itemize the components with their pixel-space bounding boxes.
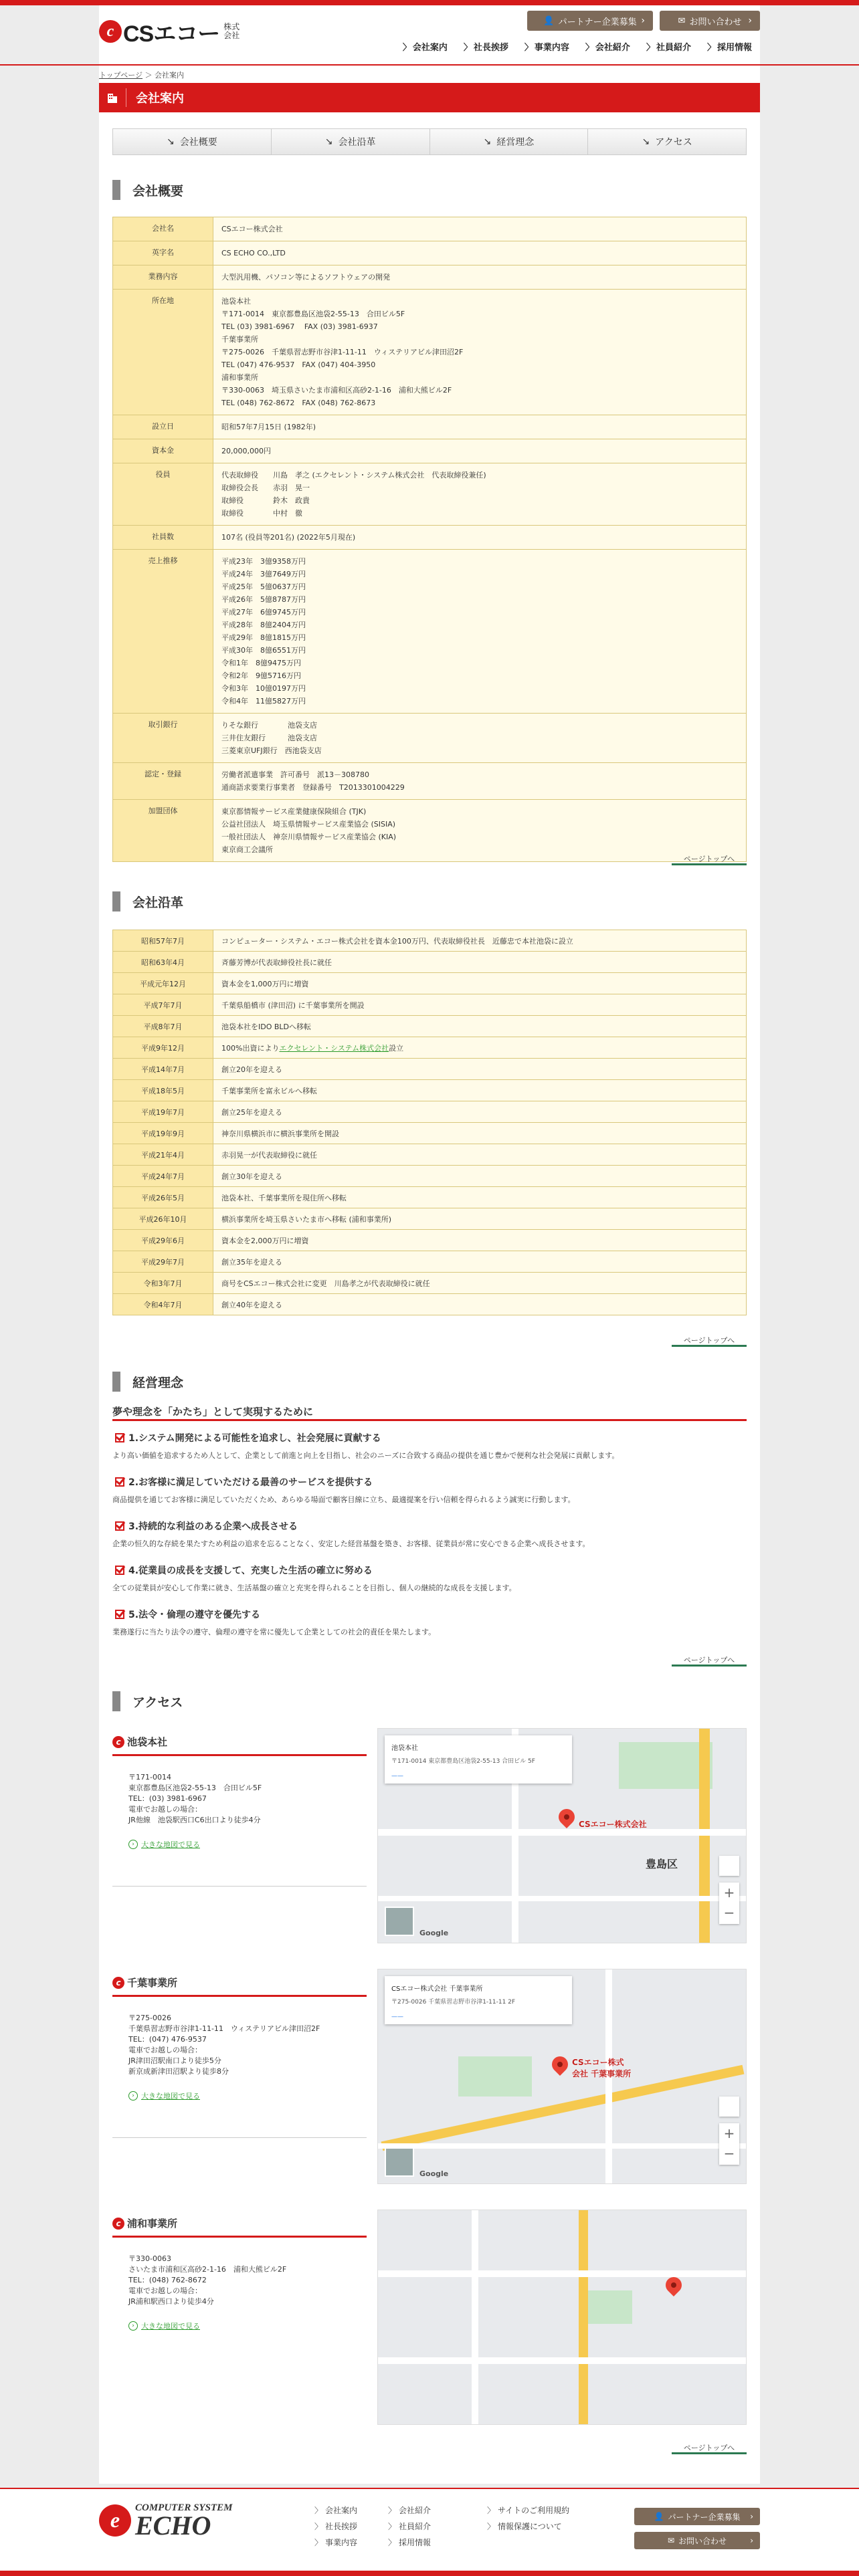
history-date: 平成9年12月 xyxy=(113,1037,213,1059)
breadcrumb-home[interactable]: トップページ xyxy=(99,71,143,80)
page-title: 会社案内 xyxy=(136,92,184,106)
history-text: 100%出資によりエクセレント・システム株式会社設立 xyxy=(213,1037,747,1059)
history-text: 斉藤芳博が代表取締役社長に就任 xyxy=(213,952,747,973)
history-row xyxy=(113,1273,747,1294)
philosophy-item-text: 全ての従業員が安心して作業に就き、生活基盤の確立と充実を得られることを目指し、個人の継続的な成長を支援します。 xyxy=(112,1584,516,1592)
access-heading: アクセス xyxy=(112,1689,747,1713)
history-date: 平成24年7月 xyxy=(113,1166,213,1187)
history-text: 創立20年を迎える xyxy=(213,1059,747,1080)
chevron-right-icon: 〉 xyxy=(314,2522,323,2531)
overview-value: CSエコー株式会社 xyxy=(213,217,747,241)
pegman-icon[interactable] xyxy=(719,1856,739,1876)
chevron-right-icon: 〉 xyxy=(706,43,716,53)
history-date: 平成29年6月 xyxy=(113,1230,213,1251)
big-map-link[interactable]: 大きな地図で見る xyxy=(141,2092,200,2101)
footer-link[interactable]: 〉 採用情報 xyxy=(388,2538,432,2547)
footer-nav-col3 xyxy=(487,2502,569,2535)
chevron-right-icon: 〉 xyxy=(463,43,472,53)
overview-row xyxy=(113,265,747,290)
logo-c-icon: c xyxy=(112,1977,124,1989)
overview-value: りそな銀行 池袋支店 三井住友銀行 池袋支店 三菱東京UFJ銀行 西池袋支店 xyxy=(213,714,747,763)
footer-link[interactable]: 〉 社員紹介 xyxy=(388,2522,432,2531)
history-table xyxy=(112,930,747,1315)
zoom-controls[interactable]: + − xyxy=(719,2123,739,2165)
partner-button[interactable]: 👤 パートナー企業募集 › xyxy=(527,11,653,31)
map-pin-icon[interactable] xyxy=(549,2053,571,2076)
philosophy-subheading: 夢や理念を「かたち」として実現するために xyxy=(112,1406,314,1418)
mail-icon: ✉ xyxy=(667,2536,675,2545)
map-ikebukuro[interactable]: 豊島区 池袋本社 〒171-0014 東京都豊島区池袋2-55-13 合田ビル 5F —— CSエコー株式会社 + − Google xyxy=(377,1728,747,1943)
logo-suffix: 株式会社 xyxy=(223,22,240,40)
history-date: 昭和57年7月 xyxy=(113,930,213,952)
logo-c-icon: c xyxy=(112,1736,124,1748)
history-row xyxy=(113,1294,747,1315)
checkbox-icon xyxy=(115,1477,124,1487)
overview-value: CS ECHO CO.,LTD xyxy=(213,241,747,265)
site-footer xyxy=(0,2489,859,2571)
history-row xyxy=(113,1101,747,1123)
philosophy-item-title: 3.持続的な利益のある企業へ成長させる xyxy=(115,1519,298,1533)
tab-3[interactable]: ↘ アクセス xyxy=(588,129,746,154)
chevron-right-icon: 〉 xyxy=(646,43,655,53)
history-text: 池袋本社をIDO BLDへ移転 xyxy=(213,1016,747,1037)
history-row xyxy=(113,1166,747,1187)
footer-partner-button[interactable]: 👤 パートナー企業募集 › xyxy=(634,2508,760,2525)
chevron-right-icon: › xyxy=(750,2512,753,2521)
history-date: 平成19年7月 xyxy=(113,1101,213,1123)
history-date: 令和3年7月 xyxy=(113,1273,213,1294)
philosophy-item-title: 5.法令・倫理の遵守を優先する xyxy=(115,1608,260,1621)
breadcrumb: トップページ ＞ 会社案内 xyxy=(99,71,185,80)
checkbox-icon xyxy=(115,1433,124,1442)
office-urawa: c 浦和事業所 〒330-0063 さいたま市浦和区高砂2-1-16 浦和大熊ビル2F TEL：(048) 762-8672 電車でお越しの場合： JR浦和駅西口より徒歩4分 › 大きな地図で見る xyxy=(112,2216,367,2331)
arrow-down-right-icon: ↘ xyxy=(642,136,650,147)
history-date: 平成8年7月 xyxy=(113,1016,213,1037)
subsidiary-link[interactable]: エクセレント・システム株式会社 xyxy=(279,1043,389,1053)
overview-label: 資本金 xyxy=(113,439,213,463)
history-text: コンピューター・システム・エコー株式会社を資本金100万円、代表取締役社長 近藤忠で本社池袋に設立 xyxy=(213,930,747,952)
tab-1[interactable]: ↘ 会社沿革 xyxy=(272,129,430,154)
overview-label: 加盟団体 xyxy=(113,800,213,862)
history-row xyxy=(113,1251,747,1273)
map-chiba[interactable]: CSエコー株式会社 千葉事業所 〒275-0026 千葉県習志野市谷津1-11-11 2F —— CSエコー株式 会社 千葉事業所 + − Google xyxy=(377,1969,747,2184)
overview-row xyxy=(113,800,747,862)
to-top-link[interactable]: ページトップへ xyxy=(672,1335,747,1347)
footer-link[interactable]: 〉 事業内容 xyxy=(314,2538,358,2547)
history-row xyxy=(113,1144,747,1166)
office-address: 〒275-0026 千葉県習志野市谷津1-11-11 ウィステリアビル津田沼2F TEL：(047) 476-9537 電車でお越しの場合： JR津田沼駅南口より徒歩5分 新京成新津田沼駅より徒歩8分 xyxy=(128,2014,320,2076)
history-text: 赤羽晃一が代表取締役に就任 xyxy=(213,1144,747,1166)
big-map-link[interactable]: 大きな地図で見る xyxy=(141,1840,200,1849)
history-row xyxy=(113,1080,747,1101)
philosophy-item-text: より高い価値を追求するため人として、企業として前進と向上を目指し、社会のニーズに合致する商品の提供を通じ豊かで便利な社会発展に貢献します。 xyxy=(112,1451,619,1460)
overview-label: 業務内容 xyxy=(113,265,213,290)
philosophy-item-title: 1.システム開発による可能性を追求し、社会発展に貢献する xyxy=(115,1431,381,1444)
history-text: 創立35年を迎える xyxy=(213,1251,747,1273)
checkbox-icon xyxy=(115,1566,124,1575)
overview-label: 役員 xyxy=(113,463,213,526)
office-address: 〒330-0063 さいたま市浦和区高砂2-1-16 浦和大熊ビル2F TEL：(048) 762-8672 電車でお越しの場合： JR浦和駅西口より徒歩4分 xyxy=(128,2254,287,2306)
history-row xyxy=(113,1016,747,1037)
overview-value: 労働者派遣事業 許可番号 派13－308780 通商語求要業行事業者 登録番号 T2013301004229 xyxy=(213,763,747,800)
breadcrumb-current: 会社案内 xyxy=(155,71,185,80)
history-row xyxy=(113,1187,747,1208)
overview-row xyxy=(113,463,747,526)
chevron-right-icon: 〉 xyxy=(487,2522,496,2531)
footer-nav-col2 xyxy=(388,2502,431,2551)
overview-value: 大型汎用機、パソコン等によるソフトウェアの開発 xyxy=(213,265,747,290)
person-icon: 👤 xyxy=(654,2512,664,2521)
tab-0[interactable]: ↘ 会社概要 xyxy=(113,129,272,154)
overview-value: 昭和57年7月15日 (1982年) xyxy=(213,415,747,439)
to-top-link[interactable]: ページトップへ xyxy=(672,2442,747,2454)
big-map-link[interactable]: 大きな地図で見る xyxy=(141,2322,200,2331)
history-row xyxy=(113,1123,747,1144)
map-thumbnail[interactable] xyxy=(385,2147,414,2177)
chevron-right-icon: 〉 xyxy=(314,2538,323,2547)
map-pin-icon[interactable] xyxy=(555,1806,578,1828)
history-date: 平成元年12月 xyxy=(113,973,213,994)
nav-item-5[interactable]: 〉 採用情報 xyxy=(706,43,752,53)
history-date: 平成14年7月 xyxy=(113,1059,213,1080)
to-top-link[interactable]: ページトップへ xyxy=(672,1654,747,1667)
chevron-right-icon: › xyxy=(750,2536,753,2545)
footer-link[interactable]: 〉 会社案内 xyxy=(314,2506,358,2515)
overview-heading: 会社概要 xyxy=(112,178,747,202)
history-date: 平成18年5月 xyxy=(113,1080,213,1101)
header-line xyxy=(0,64,859,66)
nav-item-2[interactable]: 〉 事業内容 xyxy=(524,43,569,53)
chevron-right-icon: 〉 xyxy=(524,43,533,53)
history-row xyxy=(113,994,747,1016)
footer-link[interactable]: 〉 社長挨拶 xyxy=(314,2522,358,2531)
chevron-right-icon: 〉 xyxy=(402,43,411,53)
person-icon: 👤 xyxy=(543,15,555,26)
overview-label: 売上推移 xyxy=(113,550,213,714)
arrow-down-right-icon: ↘ xyxy=(167,136,175,147)
overview-row xyxy=(113,241,747,265)
overview-label: 取引銀行 xyxy=(113,714,213,763)
nav-item-4[interactable]: 〉 社員紹介 xyxy=(646,43,691,53)
top-accent-line xyxy=(0,0,859,5)
overview-value: 平成23年 3億9358万円 平成24年 3億7649万円 平成25年 5億0637万円 平成26年 5億8787万円 平成27年 6億9745万円 平成28年 8億2404万円 平成29年 8億1815万円 平成30年 8億6551万円 令和1年 8億9475万円 令和2年 9億5716万円 令和3年 10億0197万円 令和4年 11億5827万円 xyxy=(213,550,747,714)
page-title-bar xyxy=(99,83,760,112)
footer-link[interactable]: 〉 サイトのご利用規約 xyxy=(487,2506,570,2515)
history-text: 資本金を1,000万円に増資 xyxy=(213,973,747,994)
history-text: 創立25年を迎える xyxy=(213,1101,747,1123)
philosophy-item-title: 2.お客様に満足していただける最善のサービスを提供する xyxy=(115,1475,373,1489)
philosophy-item-title: 4.従業員の成長を支援して、充実した生活の確立に努める xyxy=(115,1564,373,1577)
map-urawa[interactable] xyxy=(377,2210,747,2425)
history-text: 池袋本社、千葉事業所を現住所へ移転 xyxy=(213,1187,747,1208)
tab-2[interactable]: ↘ 経営理念 xyxy=(430,129,589,154)
overview-row xyxy=(113,526,747,550)
contact-button[interactable]: ✉ お問い合わせ › xyxy=(660,11,760,31)
history-date: 令和4年7月 xyxy=(113,1294,213,1315)
chevron-right-icon: › xyxy=(748,15,752,26)
history-date: 平成26年10月 xyxy=(113,1208,213,1230)
checkbox-icon xyxy=(115,1521,124,1531)
overview-value: 池袋本社 〒171-0014 東京都豊島区池袋2-55-13 合田ビル5F TEL (03) 3981-6967 FAX (03) 3981-6937 千葉事業所 〒275-0026 千葉県習志野市谷津1-11-11 ウィステリアビル津田沼2F TEL (047) 476-9537 FAX (047) 404-3950 浦和事業所 〒330-0063 埼玉県さいたま市浦和区高砂2-1-16 浦和大熊ビル2F TEL (048) 762-8672 FAX (048) 762-8673 xyxy=(213,290,747,415)
chevron-right-icon: › xyxy=(641,15,645,26)
nav-item-0[interactable]: 〉 会社案内 xyxy=(402,43,448,53)
overview-value: 107名 (役員等201名) (2022年5月現在) xyxy=(213,526,747,550)
overview-row xyxy=(113,763,747,800)
global-nav xyxy=(395,40,760,56)
overview-row xyxy=(113,550,747,714)
history-text: 商号をCSエコー株式会社に変更 川島孝之が代表取締役に就任 xyxy=(213,1273,747,1294)
history-row xyxy=(113,1230,747,1251)
footer-link[interactable]: 〉 情報保護について xyxy=(487,2522,562,2531)
history-row xyxy=(113,930,747,952)
logo-brand: CSエコー xyxy=(123,21,220,47)
history-row xyxy=(113,1037,747,1059)
arrow-right-icon: › xyxy=(128,2321,138,2331)
footer-logo[interactable]: e COMPUTER SYSTEM ECHO xyxy=(99,2502,232,2538)
history-text: 創立40年を迎える xyxy=(213,1294,747,1315)
overview-label: 所在地 xyxy=(113,290,213,415)
to-top-link[interactable]: ページトップへ xyxy=(672,853,747,865)
history-date: 平成7年7月 xyxy=(113,994,213,1016)
arrow-right-icon: › xyxy=(128,1840,138,1849)
overview-label: 会社名 xyxy=(113,217,213,241)
philosophy-item-text: 企業の恒久的な存続を果たすため利益の追求を忘ることなく、安定した経営基盤を築き、お客様、従業員が常に安心できる企業へ成長させます。 xyxy=(112,1539,590,1548)
history-date: 平成19年9月 xyxy=(113,1123,213,1144)
overview-label: 認定・登録 xyxy=(113,763,213,800)
overview-value: 代表取締役 川島 孝之 (エクセレント・システム株式会社 代表取締役兼任) 取締役会長 赤羽 晃一 取締役 鈴木 政貴 取締役 中村 徹 xyxy=(213,463,747,526)
overview-value: 東京都情報サービス産業健康保険組合 (TJK) 公益社団法人 埼玉県情報サービス産業協会 (SISIA) 一般社団法人 神奈川県情報サービス産業協会 (KIA) 東京商工会議所 xyxy=(213,800,747,862)
site-logo[interactable] xyxy=(99,16,244,47)
footer-link[interactable]: 〉 会社紹介 xyxy=(388,2506,432,2515)
history-date: 平成21年4月 xyxy=(113,1144,213,1166)
nav-item-3[interactable]: 〉 会社紹介 xyxy=(585,43,630,53)
checkbox-icon xyxy=(115,1610,124,1619)
overview-row xyxy=(113,290,747,415)
history-date: 平成26年5月 xyxy=(113,1187,213,1208)
map-info-box: CSエコー株式会社 千葉事業所 〒275-0026 千葉県習志野市谷津1-11-11 2F —— xyxy=(385,1976,572,2024)
philosophy-heading: 経営理念 xyxy=(112,1370,747,1394)
history-date: 昭和63年4月 xyxy=(113,952,213,973)
history-date: 平成29年7月 xyxy=(113,1251,213,1273)
history-row xyxy=(113,1059,747,1080)
overview-row xyxy=(113,217,747,241)
history-row xyxy=(113,952,747,973)
overview-label: 社員数 xyxy=(113,526,213,550)
map-info-box: 池袋本社 〒171-0014 東京都豊島区池袋2-55-13 合田ビル 5F —— xyxy=(385,1735,572,1784)
office-chiba: c 千葉事業所 〒275-0026 千葉県習志野市谷津1-11-11 ウィステリアビル津田沼2F TEL：(047) 476-9537 電車でお越しの場合： JR津田沼駅南口より徒歩5分 新京成新津田沼駅より徒歩8分 › 大きな地図で見る xyxy=(112,1975,367,2138)
philosophy-item-text: 商品提供を通じてお客様に満足していただくため、あらゆる場面で顧客目線に立ち、最適提案を行い信頼を得られるよう誠実に行動します。 xyxy=(112,1495,575,1504)
main-container xyxy=(99,5,760,2484)
bottom-accent-line xyxy=(0,2571,859,2576)
overview-row xyxy=(113,714,747,763)
chevron-right-icon: 〉 xyxy=(585,43,594,53)
history-row xyxy=(113,1208,747,1230)
pegman-icon[interactable] xyxy=(719,2097,739,2117)
overview-label: 英字名 xyxy=(113,241,213,265)
philosophy-item-text: 業務遂行に当たり法令の遵守、倫理の遵守を常に優先して企業としての社会的責任を果たします。 xyxy=(112,1628,436,1636)
history-text: 創立30年を迎える xyxy=(213,1166,747,1187)
overview-row xyxy=(113,439,747,463)
section-tabs xyxy=(112,128,747,155)
history-heading: 会社沿革 xyxy=(112,889,747,914)
chevron-right-icon: 〉 xyxy=(487,2506,496,2515)
overview-row xyxy=(113,415,747,439)
arrow-down-right-icon: ↘ xyxy=(483,136,492,147)
map-pin-icon[interactable] xyxy=(662,2274,685,2296)
logo-e-mark: e xyxy=(99,2504,131,2537)
overview-label: 設立日 xyxy=(113,415,213,439)
history-text: 千葉県船橋市 (津田沼) に千葉事業所を開設 xyxy=(213,994,747,1016)
logo-c-mark: c xyxy=(99,20,122,43)
office-address: 〒171-0014 東京都豊島区池袋2-55-13 合田ビル5F TEL：(03) 3981-6967 電車でお越しの場合： JR他線 池袋駅西口C6出口より徒歩4分 xyxy=(128,1773,262,1824)
chevron-right-icon: 〉 xyxy=(314,2506,323,2515)
history-text: 千葉事業所を富永ビルへ移転 xyxy=(213,1080,747,1101)
footer-nav-col1 xyxy=(314,2502,357,2551)
building-icon xyxy=(99,83,126,112)
mail-icon: ✉ xyxy=(678,15,686,26)
history-text: 神奈川県横浜市に横浜事業所を開設 xyxy=(213,1123,747,1144)
chevron-right-icon: 〉 xyxy=(388,2522,397,2531)
overview-table xyxy=(112,217,747,862)
map-thumbnail[interactable] xyxy=(385,1907,414,1936)
site-header xyxy=(99,5,760,62)
logo-c-icon: c xyxy=(112,2218,124,2230)
history-text: 資本金を2,000万円に増資 xyxy=(213,1230,747,1251)
overview-value: 20,000,000円 xyxy=(213,439,747,463)
history-text: 横浜事業所を埼玉県さいたま市へ移転 (浦和事業所) xyxy=(213,1208,747,1230)
arrow-right-icon: › xyxy=(128,2091,138,2101)
chevron-right-icon: 〉 xyxy=(388,2538,397,2547)
nav-item-1[interactable]: 〉 社長挨拶 xyxy=(463,43,508,53)
arrow-down-right-icon: ↘ xyxy=(324,136,333,147)
footer-contact-button[interactable]: ✉ お問い合わせ › xyxy=(634,2532,760,2549)
chevron-right-icon: 〉 xyxy=(388,2506,397,2515)
zoom-controls[interactable]: + − xyxy=(719,1883,739,1924)
office-ikebukuro: c 池袋本社 〒171-0014 東京都豊島区池袋2-55-13 合田ビル5F TEL：(03) 3981-6967 電車でお越しの場合： JR他線 池袋駅西口C6出口より徒歩4分 › 大きな地図で見る xyxy=(112,1735,367,1887)
history-row xyxy=(113,973,747,994)
